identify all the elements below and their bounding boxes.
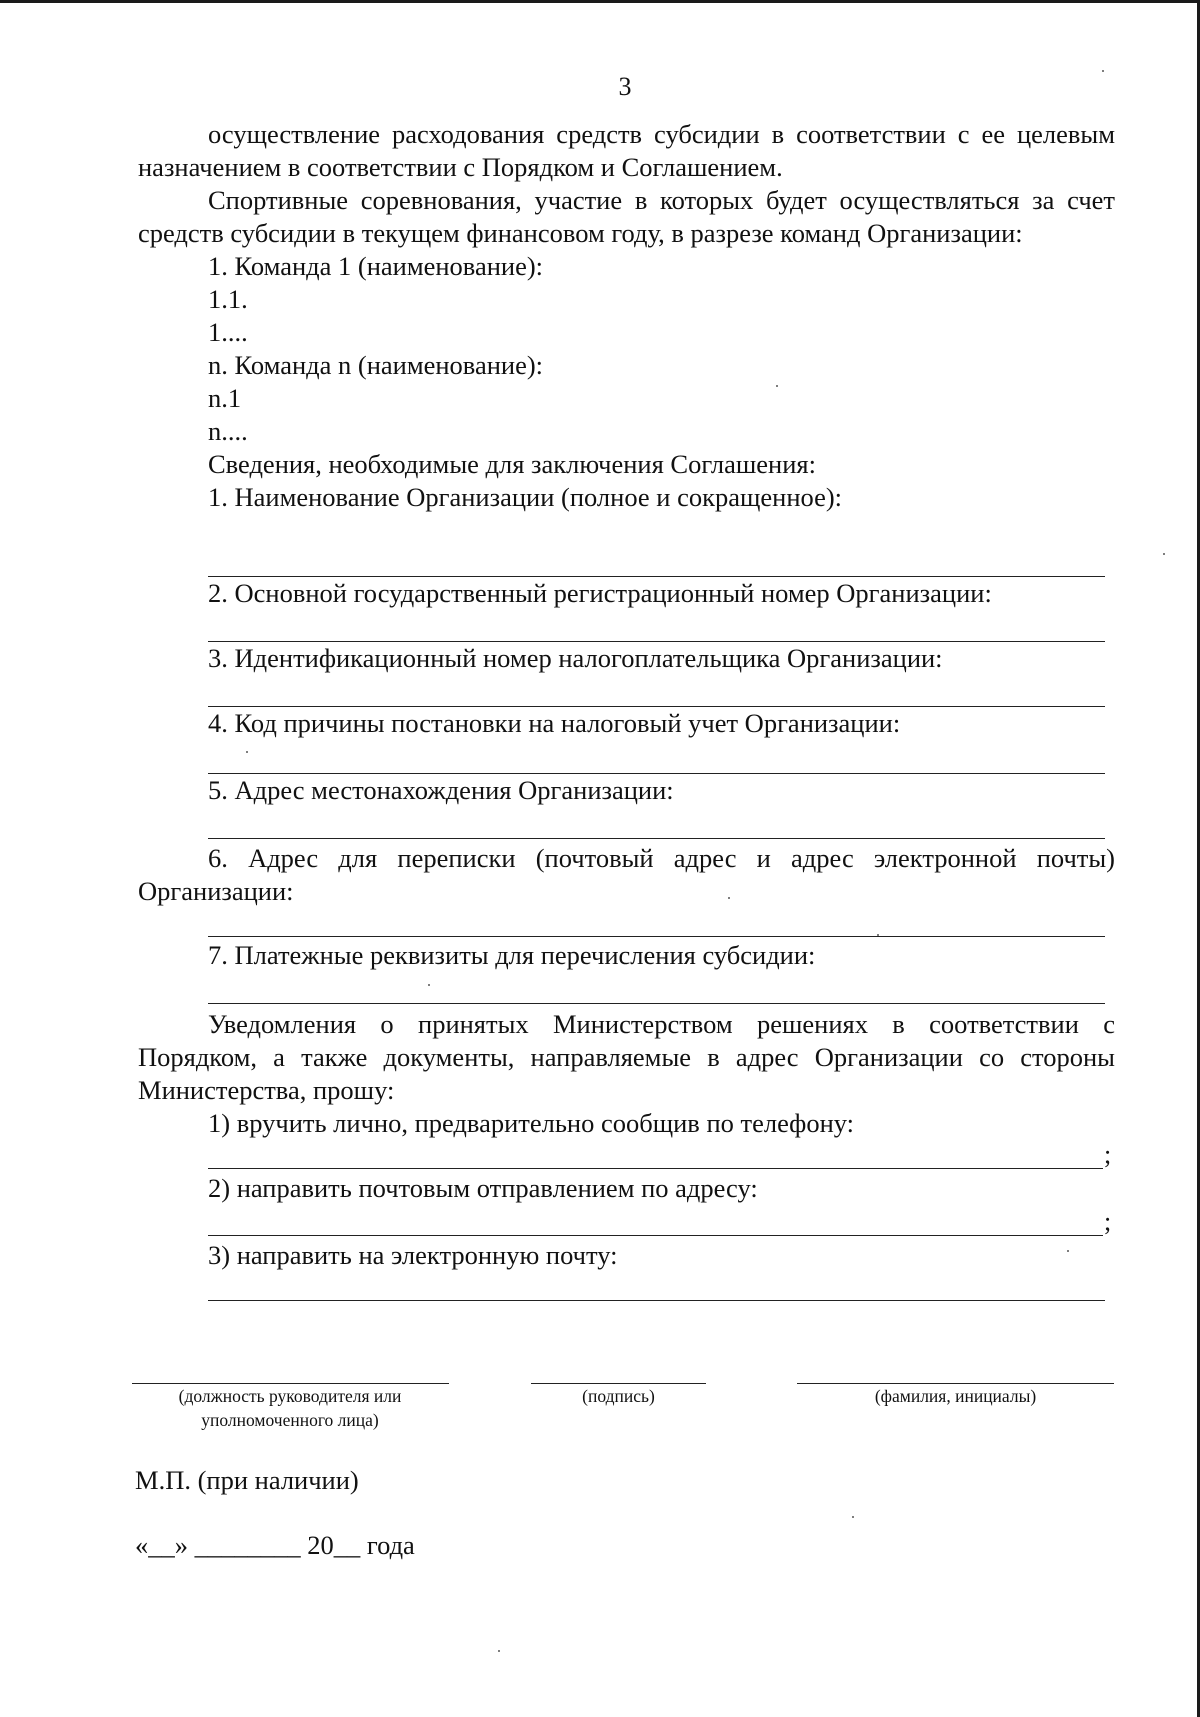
field-2-blank[interactable] (208, 641, 1105, 642)
intro-paragraph-1: осуществление расходования средств субсидии в соответствии с ее целевым назначением в соответствии с Порядком и Соглашением. (138, 119, 1115, 182)
option-2-semicolon: ; (1104, 1207, 1112, 1236)
team-n-more: n.... (208, 416, 248, 446)
option-3-blank[interactable] (208, 1300, 1105, 1301)
field-5-blank[interactable] (208, 838, 1105, 839)
field-7-blank[interactable] (208, 1003, 1105, 1004)
option-2-blank[interactable] (208, 1235, 1103, 1236)
option-1-blank[interactable] (208, 1168, 1103, 1169)
field-7-label: 7. Платежные реквизиты для перечисления субсидии: (208, 940, 816, 970)
info-header: Сведения, необходимые для заключения Соглашения: (208, 449, 816, 479)
page-number: 3 (618, 72, 632, 101)
field-4-label: 4. Код причины постановки на налоговый учет Организации: (208, 708, 901, 738)
scan-speck (728, 897, 730, 899)
scan-speck (498, 1650, 500, 1652)
field-6-blank[interactable] (208, 936, 1105, 937)
name-caption: (фамилия, инициалы) (874, 1386, 1037, 1406)
team-1-1: 1.1. (208, 284, 248, 314)
position-caption: (должность руководителя или уполномоченного лица) (178, 1386, 402, 1430)
intro-paragraph-2: Спортивные соревнования, участие в которых будет осуществляться за счет средств субсидии в текущем финансовом году, в разрезе команд Организации: (138, 185, 1115, 248)
stamp-label: М.П. (при наличии) (135, 1465, 359, 1495)
option-1-semicolon: ; (1104, 1140, 1112, 1169)
option-2-label: 2) направить почтовым отправлением по адресу: (208, 1173, 758, 1203)
scan-speck (428, 984, 430, 986)
page-edge-top (0, 0, 1200, 3)
field-2-label: 2. Основной государственный регистрационный номер Организации: (208, 578, 992, 608)
field-3-label: 3. Идентификационный номер налогоплательщика Организации: (208, 643, 943, 673)
option-3-label: 3) направить на электронную почту: (208, 1240, 618, 1270)
field-6-block (138, 842, 1115, 908)
field-4-blank[interactable] (208, 773, 1105, 774)
scan-speck (852, 1516, 854, 1518)
intro-block (138, 118, 1115, 514)
team-1-more: 1.... (208, 317, 248, 347)
signature-caption: (подпись) (582, 1386, 655, 1406)
scan-speck (246, 751, 248, 753)
field-6-label: 6. Адрес для переписки (почтовый адрес и адрес электронной почты) Организации: (138, 843, 1115, 906)
field-1-blank[interactable] (208, 576, 1105, 577)
field-3-blank[interactable] (208, 706, 1105, 707)
team-n: n. Команда n (наименование): (208, 350, 544, 380)
team-1: 1. Команда 1 (наименование): (208, 251, 544, 281)
date-line[interactable]: «__» ________ 20__ года (135, 1530, 415, 1560)
team-n-1: n.1 (208, 383, 242, 413)
field-1-label: 1. Наименование Организации (полное и сокращенное): (208, 482, 843, 512)
scan-speck (1067, 1250, 1069, 1252)
notice-block (138, 1008, 1115, 1140)
scan-speck (776, 385, 778, 387)
scan-speck (877, 934, 879, 936)
scan-speck (1163, 553, 1165, 555)
scan-speck (1102, 70, 1104, 72)
option-1-label: 1) вручить лично, предварительно сообщив по телефону: (208, 1108, 855, 1138)
field-5-label: 5. Адрес местонахождения Организации: (208, 775, 674, 805)
notice-paragraph: Уведомления о принятых Министерством решениях в соответствии с Порядком, а также документы, направляемые в адрес Организации со стороны Министерства, прошу: (138, 1009, 1115, 1105)
